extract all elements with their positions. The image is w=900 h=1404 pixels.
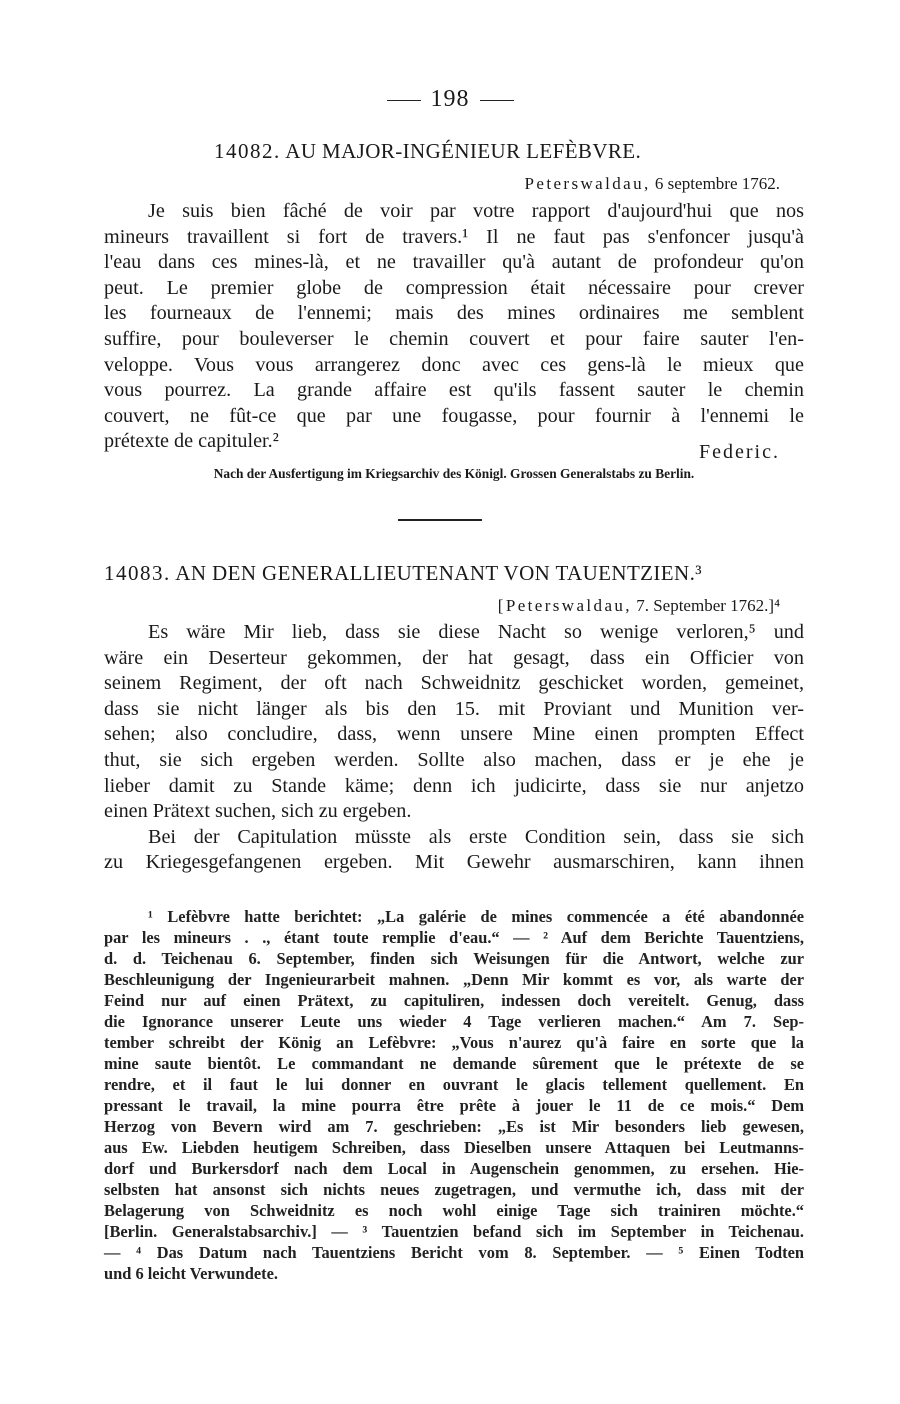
body-line: veloppe. Vous vous arrangerez donc avec ces gens-là le mieux que	[104, 353, 804, 376]
page-number-text: 198	[430, 86, 470, 112]
letter-title: AN DEN GENERALLIEUTENANT VON TAUENTZIEN.³	[175, 561, 702, 585]
letter-number: 14083.	[104, 561, 171, 585]
body-line: l'eau dans ces mines-là, et ne travailler qu'à autant de profondeur qu'on	[104, 251, 804, 274]
body-line: wäre ein Deserteur gekommen, der hat gesagt, dass ein Officier von	[104, 646, 804, 669]
body-line: peut. Le premier globe de compression était nécessaire pour crever	[104, 276, 804, 299]
body-line: dass sie nicht länger als bis den 15. mit Proviant und Munition ver-	[104, 697, 804, 720]
footnote-line: die Ignorance unserer Leute uns wieder 4 Tage verlieren machen.“ Am 7. Sep-	[104, 1012, 804, 1031]
body-line: sehen; also concludire, dass, wenn unsere Mine einen prompten Effect	[104, 723, 804, 746]
letter-heading-14082	[214, 139, 900, 164]
body-line: vous pourrez. La grande affaire est qu'ils fassent sauter le chemin	[104, 379, 804, 402]
footnote-line: Belagerung von Schweidnitz es noch wohl einige Tage sich trainiren möchte.“	[104, 1201, 804, 1220]
footnote-line: und 6 leicht Verwundete.	[104, 1264, 278, 1283]
body-line: couvert, ne fût-ce que par une fougasse, pour fournir à l'ennemi le	[104, 404, 804, 427]
body-line: lieber damit zu Stande käme; denn ich judicirte, dass sie nur anjetzo	[104, 774, 804, 797]
body-line: zu Kriegesgefangenen ergeben. Mit Gewehr ausmarschiren, kann ihnen	[104, 851, 804, 874]
body-line: mineurs travaillent si fort de travers.¹ Il ne faut pas s'enfoncer jusqu'à	[104, 225, 804, 248]
body-line: thut, sie sich ergeben werden. Sollte also machen, dass er je ehe je	[104, 748, 804, 771]
signature: Federic.	[699, 441, 780, 463]
body-line: les fourneaux de l'ennemi; mais des mines ordinaires me semblent	[104, 302, 804, 325]
footnote-line: aus Ew. Liebden heutigem Schreiben, dass Dieselben unsere Attaquen bei Leutmanns-	[104, 1138, 804, 1157]
footnote-line: rendre, et il faut le lui donner en ouvrant le glacis tellement quellement. En	[104, 1075, 804, 1094]
footnote-line: mine saute bientôt. Le commandant ne demande sûrement que le prétexte de se	[104, 1054, 804, 1073]
footnote-line: tember schreibt der König an Lefèbvre: „Vous n'aurez qu'à faire en sorte que la	[104, 1033, 804, 1052]
letter-number: 14082.	[214, 139, 281, 163]
body-line: Je suis bien fâché de voir par votre rapport d'aujourd'hui que nos	[148, 200, 804, 222]
footnote-line: — ⁴ Das Datum nach Tauentziens Bericht vom 8. September. — ⁵ Einen Todten	[104, 1243, 804, 1262]
letter-body-14083	[104, 620, 804, 876]
body-line: Es wäre Mir lieb, dass sie diese Nacht so wenige verloren,⁵ und	[148, 621, 804, 643]
letter-place-date	[498, 596, 780, 616]
body-line: seinem Regiment, der oft nach Schweidnitz geschicket worden, gemeinet,	[104, 672, 804, 695]
letter-date: 7. September 1762.]⁴	[636, 596, 780, 615]
footnote-line: ¹ Lefèbvre hatte berichtet: „La galérie de mines commencée a été abandonnée	[148, 907, 804, 926]
footnote-line: [Berlin. Generalstabsarchiv.] — ³ Tauentzien befand sich im September in Teichenau.	[104, 1222, 804, 1241]
footnote-line: selbsten hat ansonst sich nichts neues zugetragen, und vermuthe ich, dass mit der	[104, 1180, 804, 1199]
body-line: suffire, pour bouleverser le chemin couvert et pour faire sauter l'en-	[104, 327, 804, 350]
footnote-line: dorf und Burkersdorf nach dem Local in Augenschein genommen, zu ersehen. Hie-	[104, 1159, 804, 1178]
letter-date: 6 septembre 1762.	[654, 174, 780, 193]
page-number-left-dash	[387, 100, 421, 101]
letter-body-14082	[104, 199, 804, 455]
letter-place: [Peterswaldau,	[497, 596, 632, 615]
archive-source-note: Nach der Ausfertigung im Kriegsarchiv des Königl. Grossen Generalstabs zu Berlin.	[213, 466, 695, 481]
page-number	[0, 86, 900, 113]
footnote-line: Beschleunigung der Ingenieurarbeit mahnen. „Denn Mir kommt es vor, als warte der	[104, 970, 804, 989]
body-line: einen Prätext suchen, sich zu ergeben.	[104, 800, 412, 823]
letter-place: Peterswaldau,	[524, 174, 651, 193]
footnote-line: pressant le travail, la mine pourra être prête à jouer le 11 de ce mois.“ Dem	[104, 1096, 804, 1115]
footnote-line: d. d. Teichenau 6. September, finden sich Weisungen für die Antwort, welche zur	[104, 949, 804, 968]
letter-title: AU MAJOR-INGÉNIEUR LEFÈBVRE.	[285, 139, 642, 163]
footnotes	[104, 906, 804, 1284]
letter-place-date	[525, 174, 780, 194]
body-line: Bei der Capitulation müsste als erste Condition sein, dass sie sich	[148, 825, 804, 848]
page-number-right-dash	[480, 100, 514, 101]
letter-heading-14083	[104, 561, 804, 586]
footnote-line: Feind nur auf einen Prätext, zu capituliren, indessen doch vereitelt. Genug, dass	[104, 991, 804, 1010]
footnote-line: Herzog von Bevern wird am 7. geschrieben: „Es ist Mir besonders lieb gewesen,	[104, 1117, 804, 1136]
footnote-line: par les mineurs . ., étant toute remplie d'eau.“ — ² Auf dem Berichte Tauentziens,	[104, 928, 804, 947]
section-divider	[398, 519, 482, 521]
body-line: prétexte de capituler.²	[104, 430, 279, 453]
